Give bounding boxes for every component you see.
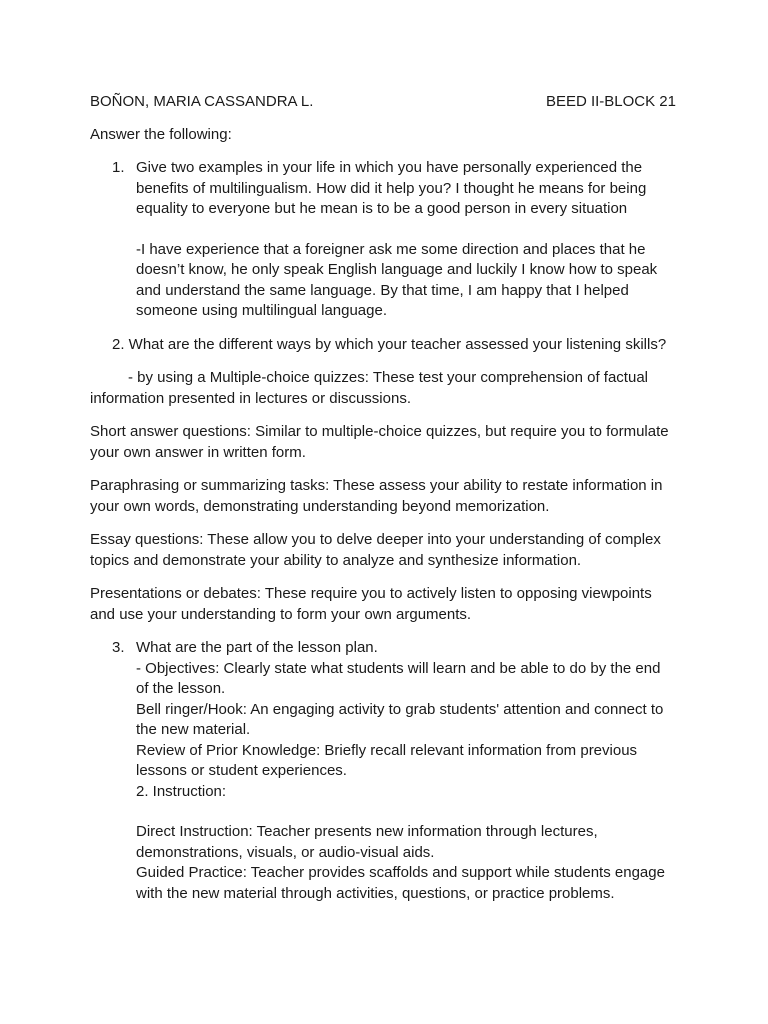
lesson-part-instruction-heading: 2. Instruction: [136, 782, 227, 800]
course-block: BEED II-BLOCK 21 [545, 93, 676, 110]
lesson-part-guided-practice: Guided Practice: Teacher provides scaffolds and support while students engage with the new material through activities, questions, or practice problems. [136, 864, 665, 902]
lesson-part-objectives: - Objectives: Clearly state what students will learn and be able to do by the end of the lesson. [136, 659, 661, 697]
question-3-text: What are the part of the lesson plan. [136, 639, 378, 656]
question-1-text: Give two examples in your life in which you have personally experienced the benefits of multilingualism. How did it help you? I thought he means for being equality to everyone but he mean is to be a good person in every situation [136, 159, 647, 217]
question-2-text: 2. What are the different ways by which your teacher assessed your listening skills? [112, 335, 667, 353]
question-3-number: 3. [112, 639, 125, 656]
question-2-answer-4: Essay questions: These allow you to delve deeper into your understanding of complex topics and demonstrate your ability to analyze and synthesize information. [90, 531, 661, 569]
question-2-answer-2: Short answer questions: Similar to multiple-choice quizzes, but require you to formulate your own answer in written form. [90, 423, 669, 461]
question-2-answer-5: Presentations or debates: These require you to actively listen to opposing viewpoints and use your understanding to form your own arguments. [90, 585, 652, 623]
question-2-answer-1: - by using a Multiple-choice quizzes: These test your comprehension of factual information presented in lectures or discussions. [90, 369, 648, 407]
lesson-part-direct-instruction: Direct Instruction: Teacher presents new information through lectures, demonstrations, visuals, or audio-visual aids. [136, 823, 598, 861]
lesson-part-prior-knowledge: Review of Prior Knowledge: Briefly recall relevant information from previous lessons or student experiences. [136, 741, 638, 779]
student-name: BOÑON, MARIA CASSANDRA L. [90, 93, 314, 110]
question-3 [90, 638, 676, 904]
question-1-number: 1. [112, 159, 125, 176]
document-header [90, 92, 676, 113]
question-1-answer: -I have experience that a foreigner ask me some direction and places that he doesn’t know, he only speak English language and luckily I know how to speak and understand the same language. By that time, I am happy that I helped someone using multilingual language. [136, 240, 658, 319]
document-page [90, 92, 676, 917]
question-2-answer-3: Paraphrasing or summarizing tasks: These assess your ability to restate information in your own words, demonstrating understanding beyond memorization. [90, 477, 663, 515]
lesson-part-bell-ringer: Bell ringer/Hook: An engaging activity to grab students' attention and connect to the new material. [136, 700, 664, 738]
question-1 [90, 158, 676, 322]
intro-text: Answer the following: [90, 125, 232, 143]
